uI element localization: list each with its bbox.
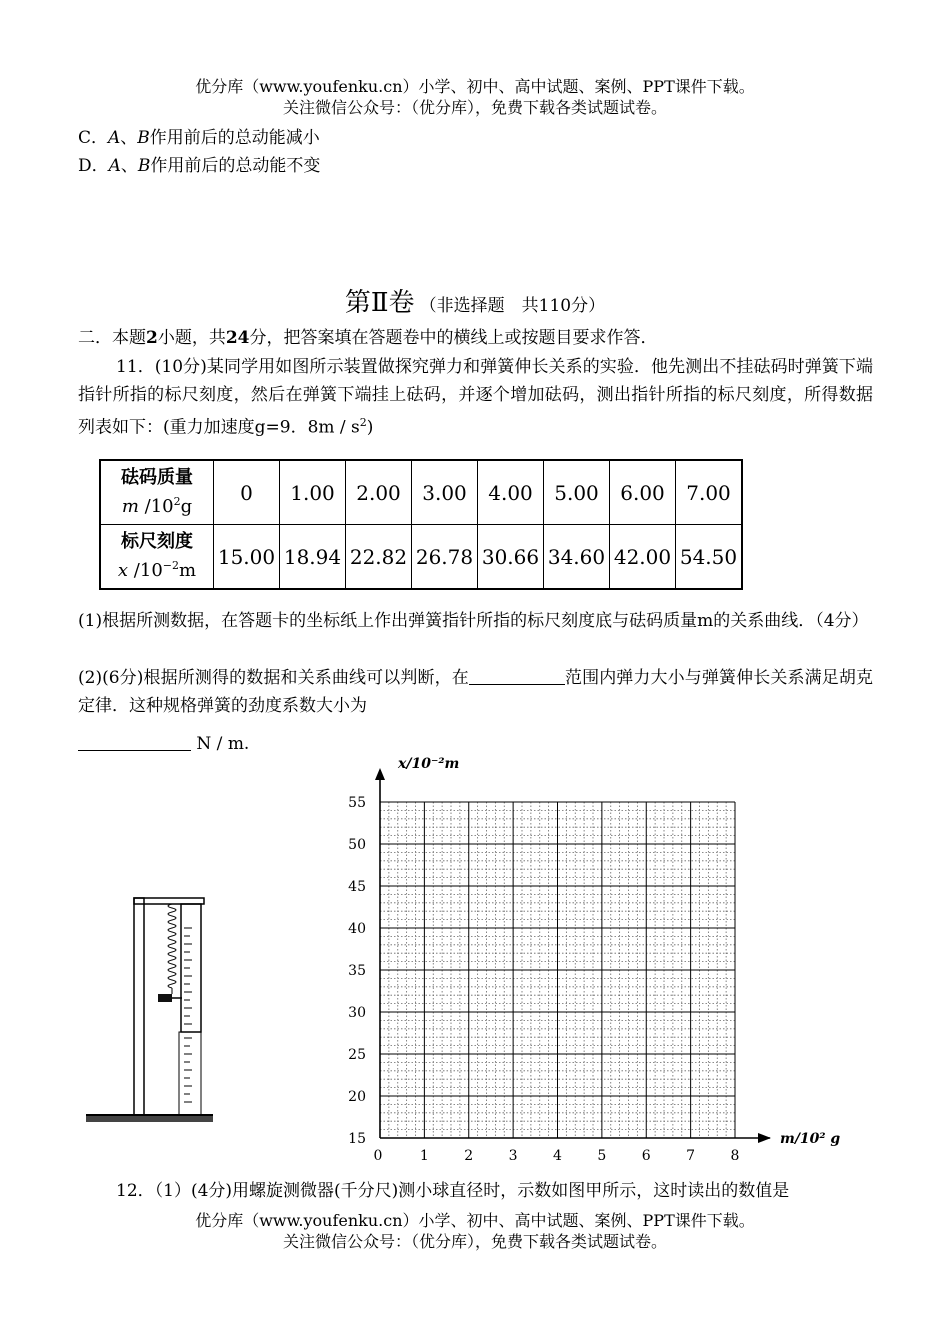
table-cell: 30.66 <box>478 525 544 590</box>
question-11-intro: 11．(10分)某同学用如图所示装置做探究弹力和弹簧伸长关系的实验．他先测出不挂砝码时弹簧下端指针所指的标尺刻度，然后在弹簧下端挂上砝码，并逐个增加砝码，测出指针所指的标尺刻度，所得数据列表如下：(重力加速度g=9．$8m / s^2$) <box>78 357 873 438</box>
footer-line-1: 优分库（www.youfenku.cn）小学、初中、高中试题、案例、PPT课件下载。 <box>195 1211 755 1230</box>
table-cell: 7.00 <box>676 460 743 525</box>
table-cell: 18.94 <box>280 525 346 590</box>
x-tick-label: 3 <box>508 1148 518 1164</box>
table-cell: 5.00 <box>544 460 610 525</box>
x-tick-label: 7 <box>686 1148 696 1164</box>
table-cell: 4.00 <box>478 460 544 525</box>
header-line-1: 优分库（www.youfenku.cn）小学、初中、高中试题、案例、PPT课件下载。 <box>195 77 755 96</box>
question-11-answer-line: N / m. <box>78 730 873 758</box>
table-header-mass: 砝码质量 m $/10^2g$ <box>100 460 214 525</box>
part2-instruction: 二．本题2小题，共24分，把答案填在答题卷中的横线上或按题目要求作答． <box>78 328 658 348</box>
table-cell: 22.82 <box>346 525 412 590</box>
x-tick-label: 6 <box>641 1148 651 1164</box>
y-tick-label: 30 <box>348 1005 366 1021</box>
table-row-scale <box>100 525 742 590</box>
answer-blank-range[interactable] <box>469 666 565 685</box>
y-tick-label: 35 <box>348 963 366 979</box>
y-tick-label: 50 <box>348 837 366 853</box>
table-cell: 0 <box>214 460 280 525</box>
table-cell: 2.00 <box>346 460 412 525</box>
y-tick-label: 55 <box>348 795 366 811</box>
x-tick-label: 2 <box>464 1148 474 1164</box>
y-axis-label: x/10⁻²m <box>398 756 460 772</box>
option-c: C．A、B作用前后的总动能减小 <box>78 128 320 148</box>
table-cell: 54.50 <box>676 525 743 590</box>
question-12: 12．（1）(4分)用螺旋测微器(千分尺)测小球直径时，示数如图甲所示，这时读出的数值是 <box>116 1181 790 1201</box>
table-cell: 26.78 <box>412 525 478 590</box>
grid-chart <box>330 750 850 1170</box>
y-tick-label: 15 <box>348 1131 366 1147</box>
x-axis-label: m/10² g <box>780 1131 841 1147</box>
table-cell: 34.60 <box>544 525 610 590</box>
answer-blank-k[interactable] <box>78 732 191 751</box>
x-tick-label: 5 <box>597 1148 607 1164</box>
header-line-2: 关注微信公众号：（优分库），免费下载各类试题试卷。 <box>282 98 667 117</box>
x-tick-label: 4 <box>553 1148 562 1164</box>
x-tick-label: 1 <box>419 1148 429 1164</box>
section-title: 第Ⅱ卷 （非选择题 共110分） <box>344 288 606 318</box>
table-row-mass <box>100 460 742 525</box>
question-11-part-2: (2)(6分)根据所测得的数据和关系曲线可以判断，在 范围内弹力大小与弹簧伸长关系满足胡克定律．这种规格弹簧的劲度系数大小为 <box>78 668 874 716</box>
table-cell: 3.00 <box>412 460 478 525</box>
table-header-scale: 标尺刻度 x $/10^{-2}m$ <box>100 525 214 590</box>
y-tick-label: 45 <box>348 879 366 895</box>
y-axis-arrow <box>375 768 385 780</box>
y-tick-label: 25 <box>348 1047 366 1063</box>
y-tick-label: 40 <box>348 921 366 937</box>
table-cell: 1.00 <box>280 460 346 525</box>
y-tick-label: 20 <box>348 1089 366 1105</box>
x-tick-label: 0 <box>373 1148 383 1164</box>
x-axis-arrow <box>758 1133 771 1143</box>
table-cell: 42.00 <box>610 525 676 590</box>
x-tick-label: 8 <box>730 1148 740 1164</box>
data-table <box>99 459 743 590</box>
question-11-part-1: (1)根据所测数据，在答题卡的坐标纸上作出弹簧指针所指的标尺刻度底与砝码质量m的关系曲线．（4分） <box>78 611 869 631</box>
spring-apparatus-figure <box>80 890 220 1130</box>
table-cell: 6.00 <box>610 460 676 525</box>
option-d: D．A、B作用前后的总动能不变 <box>78 156 321 176</box>
footer-line-2: 关注微信公众号：（优分库），免费下载各类试题试卷。 <box>282 1232 667 1251</box>
table-cell: 15.00 <box>214 525 280 590</box>
